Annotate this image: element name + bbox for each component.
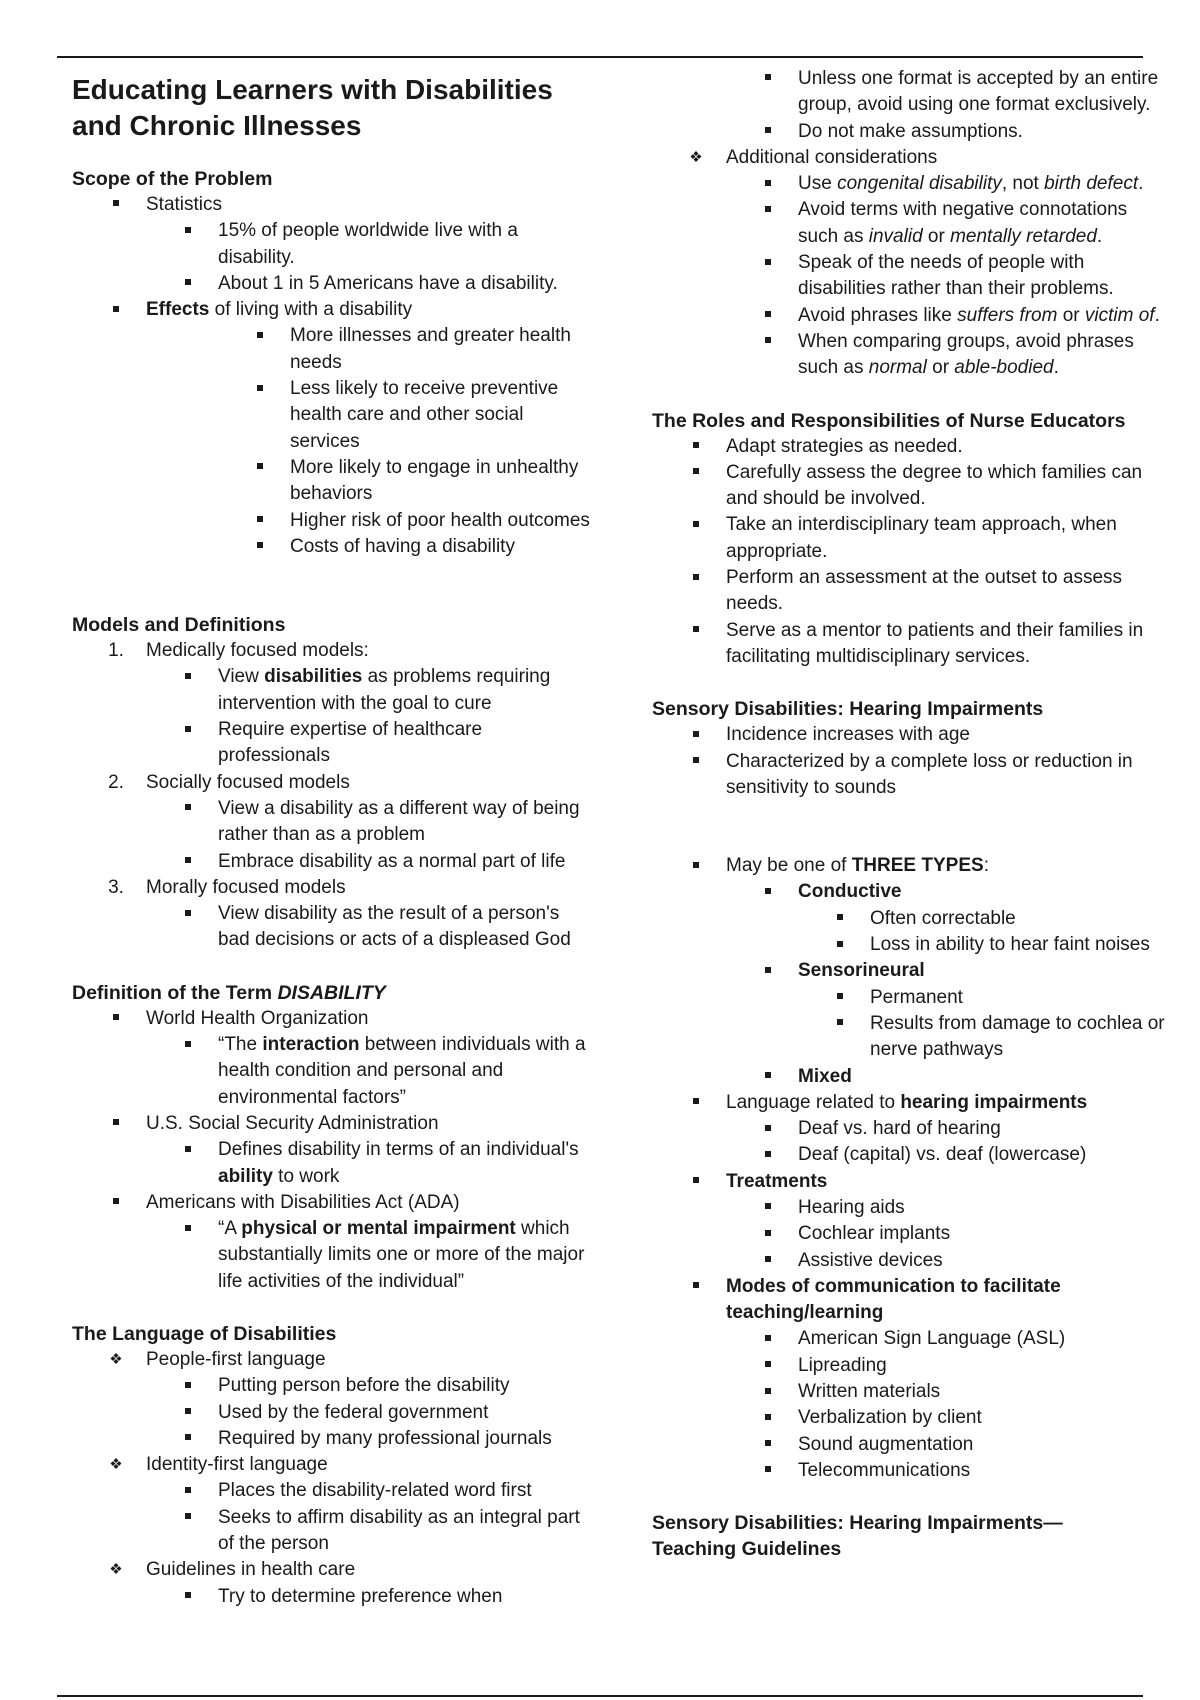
list-item: Modes of communication to facilitate teaching/learning (652, 1274, 1172, 1327)
list-item: Often correctable (652, 906, 1172, 932)
list-item: Avoid phrases like suffers from or victim of. (652, 303, 1172, 329)
list-item: Hearing aids (652, 1195, 1172, 1221)
list-item: 15% of people worldwide live with a disability. (72, 218, 592, 271)
list-item: Higher risk of poor health outcomes (72, 508, 592, 534)
right-column (652, 66, 1172, 1562)
list-item: Costs of having a disability (72, 534, 592, 560)
list-item: Deaf (capital) vs. deaf (lowercase) (652, 1142, 1172, 1168)
list-item: ❖ Identity-first language (109, 1454, 328, 1476)
list-item: “The interaction between individuals with a health condition and personal and environmental factors” (72, 1032, 592, 1111)
heading-scope: Scope of the Problem (72, 168, 273, 190)
list-item: View a disability as a different way of being rather than as a problem (72, 796, 592, 849)
document-title: Educating Learners with Disabilities and Chronic Illnesses (72, 74, 553, 141)
list-item: Adapt strategies as needed. (652, 434, 1172, 460)
heading-definition: Definition of the Term DISABILITY (72, 981, 386, 1004)
bottom-rule (57, 1695, 1143, 1697)
list-item: Sound augmentation (652, 1432, 1172, 1458)
left-column (72, 66, 592, 1610)
list-item: Seeks to affirm disability as an integral part of the person (72, 1505, 592, 1558)
list-item: About 1 in 5 Americans have a disability. (72, 271, 592, 297)
list-item: More illnesses and greater health needs (72, 323, 592, 376)
list-item: ❖ Guidelines in health care (109, 1559, 356, 1581)
list-item: Statistics (72, 192, 592, 218)
list-item: 3. Morally focused models (108, 876, 346, 898)
list-item: Do not make assumptions. (652, 119, 1172, 145)
list-item: Results from damage to cochlea or nerve pathways (652, 1011, 1172, 1064)
list-item: Permanent (652, 985, 1172, 1011)
list-item: View disability as the result of a person's bad decisions or acts of a displeased God (72, 901, 592, 954)
list-item: Require expertise of healthcare professionals (72, 717, 592, 770)
list-item: May be one of THREE TYPES: (652, 853, 1172, 879)
list-item: ❖ People-first language (109, 1348, 326, 1370)
heading-teaching-guidelines: Sensory Disabilities: Hearing Impairments— Teaching Guidelines (652, 1512, 1063, 1561)
list-item: Sensorineural (652, 958, 1172, 984)
list-item: Mixed (652, 1064, 1172, 1090)
list-item: More likely to engage in unhealthy behaviors (72, 455, 592, 508)
list-item: Embrace disability as a normal part of life (72, 849, 592, 875)
list-item: Characterized by a complete loss or reduction in sensitivity to sounds (652, 749, 1172, 802)
list-item: Putting person before the disability (72, 1373, 592, 1399)
list-item: Avoid terms with negative connotations such as invalid or mentally retarded. (652, 197, 1172, 250)
list-item: Defines disability in terms of an individual's ability to work (72, 1137, 592, 1190)
list-item: Use congenital disability, not birth defect. (652, 171, 1172, 197)
list-item: Effects of living with a disability (72, 297, 592, 323)
heading-roles: The Roles and Responsibilities of Nurse Educators (652, 409, 1126, 432)
list-item: Unless one format is accepted by an entire group, avoid using one format exclusively. (652, 66, 1172, 119)
list-item: Telecommunications (652, 1458, 1172, 1484)
list-item: Required by many professional journals (72, 1426, 592, 1452)
list-item: Cochlear implants (652, 1221, 1172, 1247)
list-item: Lipreading (652, 1353, 1172, 1379)
list-item: Americans with Disabilities Act (ADA) (72, 1190, 592, 1216)
list-item: Less likely to receive preventive health care and other social services (72, 376, 592, 455)
list-item: World Health Organization (72, 1006, 592, 1032)
heading-models: Models and Definitions (72, 614, 286, 637)
list-item: Speak of the needs of people with disabilities rather than their problems. (652, 250, 1172, 303)
list-item: Written materials (652, 1379, 1172, 1405)
heading-language: The Language of Disabilities (72, 1322, 337, 1345)
list-item: 2. Socially focused models (108, 771, 350, 793)
list-item: Try to determine preference when (72, 1584, 592, 1610)
list-item: ❖ Additional considerations (689, 146, 938, 168)
list-item: View disabilities as problems requiring intervention with the goal to cure (72, 664, 592, 717)
list-item: “A physical or mental impairment which substantially limits one or more of the major life activities of the individual” (72, 1216, 592, 1295)
list-item: American Sign Language (ASL) (652, 1326, 1172, 1352)
list-item: U.S. Social Security Administration (72, 1111, 592, 1137)
list-item: Assistive devices (652, 1248, 1172, 1274)
list-item: Conductive (652, 879, 1172, 905)
list-item: Loss in ability to hear faint noises (652, 932, 1172, 958)
list-item: Serve as a mentor to patients and their families in facilitating multidisciplinary services. (652, 618, 1172, 671)
list-item: Used by the federal government (72, 1400, 592, 1426)
list-item: Carefully assess the degree to which families can and should be involved. (652, 460, 1172, 513)
list-item: Language related to hearing impairments (652, 1090, 1172, 1116)
list-item: Places the disability-related word first (72, 1478, 592, 1504)
heading-hearing: Sensory Disabilities: Hearing Impairments (652, 698, 1044, 721)
list-item: Deaf vs. hard of hearing (652, 1116, 1172, 1142)
list-item: Verbalization by client (652, 1405, 1172, 1431)
list-item: When comparing groups, avoid phrases such as normal or able-bodied. (652, 329, 1172, 382)
list-item: Take an interdisciplinary team approach, when appropriate. (652, 512, 1172, 565)
list-item: Treatments (652, 1169, 1172, 1195)
list-item: Perform an assessment at the outset to assess needs. (652, 565, 1172, 618)
list-item: 1. Medically focused models: (108, 640, 369, 662)
list-item: Incidence increases with age (652, 722, 1172, 748)
top-rule (57, 56, 1143, 58)
